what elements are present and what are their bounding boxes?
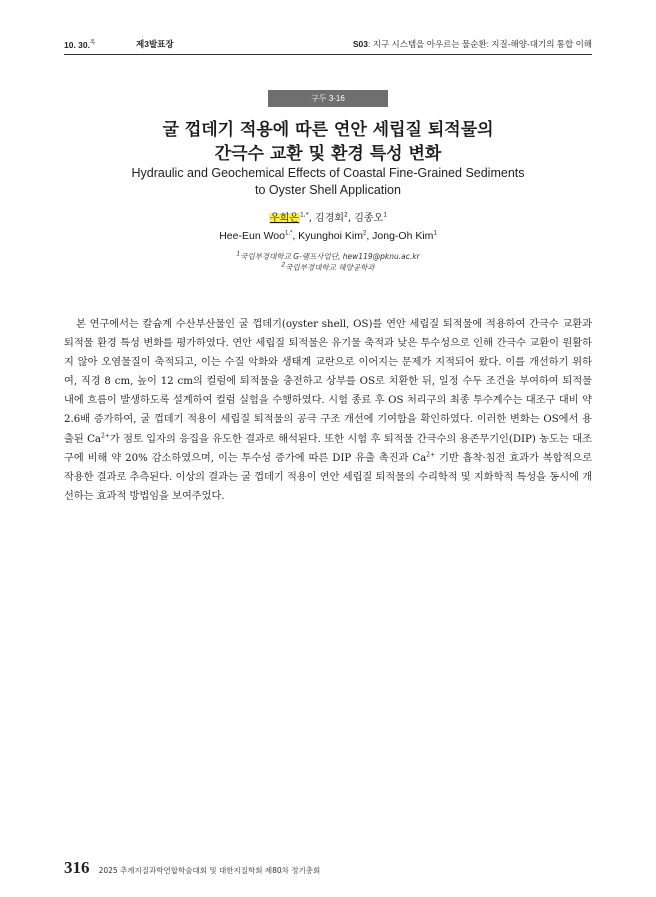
author-1-affil-mark: 1,*	[299, 211, 309, 219]
page-number: 316	[64, 858, 90, 877]
author-en-3-affil-mark: 1	[433, 230, 437, 237]
presentation-code-badge: 구두 3-16	[268, 90, 388, 107]
header-session	[353, 38, 592, 50]
header-date-text: 10. 30.	[64, 39, 90, 50]
author-en-2: Kyunghoi Kim	[298, 230, 363, 242]
author-en-2-affil-mark: 2	[362, 230, 367, 237]
author-2: 김경회	[315, 213, 345, 224]
page-footer	[64, 858, 320, 878]
author-en-3: Jong-Oh Kim	[372, 230, 434, 242]
abstract-part-2: 가 점토 입자의 응집을 유도한 결과로 해석된다. 또한 시험 후 퇴적물 간극수의 용존무기인(DIP) 농도는 대조구에 비해 약 20% 감소하였으며, 이는 투수성 증가에 따른 DIP 유출 촉진과 Ca	[64, 433, 592, 464]
calcium-charge-2: 2+	[426, 451, 436, 459]
header-session-title: : 지구 시스템을 아우르는 물순환: 지질-해양-대기의 통합 이해	[368, 39, 592, 49]
author-en-1: Hee-Eun Woo	[219, 230, 285, 242]
title-korean-line-2: 간극수 교환 및 환경 특성 변화	[214, 144, 442, 164]
affiliation-2-text: 국립부경대학교 해양공학과	[285, 263, 375, 272]
authors-korean: 우희은$^{1,*}$, 김경회$^2$, 김종오$^1$	[269, 211, 388, 224]
presenting-author: 우희은	[269, 213, 299, 224]
abstract-body	[64, 315, 592, 506]
header-session-code: S03	[352, 39, 369, 49]
header-room: 제3발표장	[136, 39, 174, 49]
affiliation-2	[64, 263, 592, 273]
abstract-part-1: 본 연구에서는 칼슘계 수산부산물인 굴 껍데기(oyster shell, OS)를 연안 세립질 퇴적물에 적용하여 간극수 교환과 퇴적물 환경 특성 변화를 평가하였다. 연안 세립질 퇴적물은 유기물 축적과 낮은 투수성으로 인해 간극수 교환이 원활하지 않아 오염물질이 축적되고, 이는 수질 악화와 생태계 교란으로 이어지는 문제가 지적되어 왔다. 이를 개선하기 위하여, 직경 8 cm, 높이 12 cm의 컬럼에 퇴적물을 충전하고 상부를 OS로 치환한 뒤, 일정 수두 조건을 부여하여 퇴적물 내에 흐름이 발생하도록 설계하여 컬럼 실험을 수행하였다. 시험 종료 후 OS 처리구의 최종 투수계수는 대조구 대비 약 2.6배 증가하여, 굴 껍데기 적용이 세립질 퇴적물의 공극 구조 개선에 기여함을 확인하였다. 이러한 변화는 OS에서 용출된 Ca	[64, 319, 592, 445]
title-english-line-1: Hydraulic and Geochemical Effects of Coastal Fine-Grained Sediments	[131, 166, 525, 180]
calcium-charge-1: 2+	[101, 432, 110, 440]
authors-english: Hee-Eun Woo$^{1,*}$, Kyunghoi Kim$^2$, Jong-Oh Kim$^1$	[219, 230, 437, 242]
affiliation-2-mark: 2	[281, 261, 286, 269]
header-date-weekday: 목	[90, 40, 96, 46]
author-3-affil-mark: 1	[383, 211, 388, 219]
running-header	[64, 38, 592, 52]
affiliation-1	[64, 252, 592, 262]
title-korean	[64, 118, 592, 166]
conference-name: 2025 추계지질과학연합학술대회 및 대한지질학회 제80차 정기총회	[98, 866, 321, 875]
title-english-line-2: to Oyster Shell Application	[255, 183, 401, 197]
affiliation-1-mark: 1	[236, 250, 241, 258]
header-divider	[64, 54, 592, 55]
affiliation-1-text: 국립부경대학교 G-램프사업단, hew119@pknu.ac.kr	[240, 252, 420, 261]
title-korean-line-1: 굴 껍데기 적용에 따른 연안 세립질 퇴적물의	[162, 120, 494, 140]
abstract-part-3: 기반 흡착·침전 효과가 복합적으로 작용한 결과로 추측된다. 이상의 결과는 굴 껍데기 적용이 연안 세립질 퇴적물의 수리학적 및 지화학적 특성을 동시에 개선하는 효과적 방법임을 보여주었다.	[64, 452, 593, 502]
title-english	[64, 165, 592, 199]
author-2-affil-mark: 2	[344, 211, 348, 219]
header-date	[64, 38, 95, 50]
author-en-1-affil-mark: 1,*	[284, 230, 293, 237]
author-3: 김종오	[354, 213, 384, 224]
